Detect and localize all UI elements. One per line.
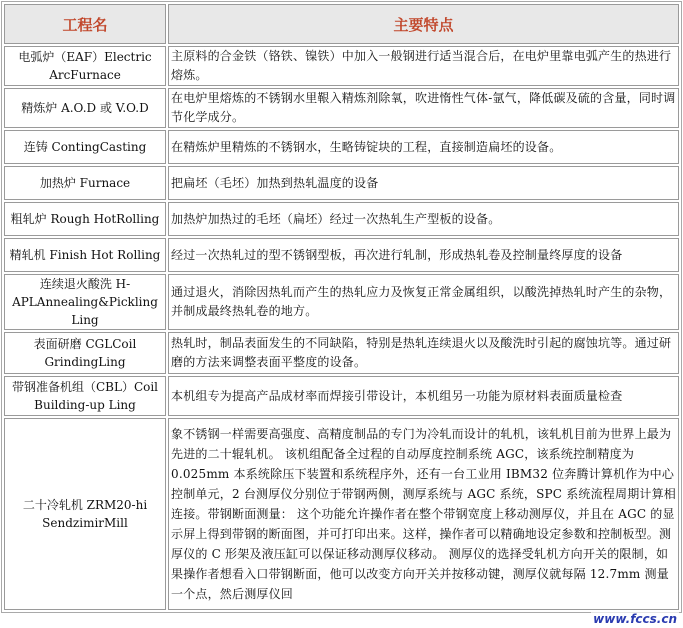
table-row — [4, 418, 679, 610]
table-row — [4, 166, 679, 200]
process-feature: 象不锈钢一样需要高强度、高精度制品的专门为冷轧而设计的轧机，该轧机目前为世界上最为先进的二十辊轧机。 该机组配备全过程的自动厚度控制系统 AGC，该系统控制精度为 0.025mm 本系统除压下装置和系统程序外，还有一台工业用 IBM32 位奔腾计算机作为中心控制单元，2 台测厚仪分别位于带钢两侧，测厚系统与 AGC 系统，SPC 系统流程周期计算相连接。带钢断面测量： 这个功能允许操作者在整个带钢宽度上移动测厚仪，并且在 AGC 的显示屏上得到带钢的断面图，并可打印出来。这样，操作者可以精确地设定参数和控制板型。测厚仪的 C 形架及液压缸可以保证移动测厚仪移动。 测厚仪的选择受轧机方向开关的限制，如果操作者想看入口带钢断面，他可以改变方向开关并按移动键，测厚仪就每隔 12.7mm 测量一个点，然后测厚仪回 — [168, 418, 679, 610]
table-row — [4, 238, 679, 272]
site-watermark: www.fccs.cn — [593, 612, 677, 626]
process-feature: 在电炉里熔炼的不锈钢水里鞎入精炼剂除氧，吹进惰性气体-氩气，降低碳及硫的含量，同时调节化学成分。 — [168, 88, 679, 128]
process-feature: 通过退火，消除因热轧而产生的热轧应力及恢复正常金属组织，以酸洗掉热轧时产生的杂物，并制成最终热轧卷的地方。 — [168, 274, 679, 330]
process-name: 粗轧炉 Rough HotRolling — [4, 202, 166, 236]
process-name: 精炼炉 A.O.D 或 V.O.D — [4, 88, 166, 128]
process-name: 二十冷轧机 ZRM20-hi SendzimirMill — [4, 418, 166, 610]
column-header-features: 主要特点 — [168, 4, 679, 44]
process-feature: 主原料的合金铁（铬铁、镍铁）中加入一般钢进行适当混合后，在电炉里靠电弧产生的热进行熔炼。 — [168, 46, 679, 86]
process-feature: 把扁坯（毛坯）加热到热轧温度的设备 — [168, 166, 679, 200]
process-name: 表面研磨 CGLCoil GrindingLing — [4, 332, 166, 374]
table-row — [4, 202, 679, 236]
table-row — [4, 46, 679, 86]
process-feature: 本机组专为提高产品成材率而焊接引带设计，本机组另一功能为原材料表面质量检查 — [168, 376, 679, 416]
process-name: 加热炉 Furnace — [4, 166, 166, 200]
table-row — [4, 88, 679, 128]
process-feature: 经过一次热轧过的型不锈钢型板，再次进行轧制，形成热轧卷及控制量终厚度的设备 — [168, 238, 679, 272]
table-row — [4, 376, 679, 416]
table-row — [4, 130, 679, 164]
table-row — [4, 274, 679, 330]
process-feature: 在精炼炉里精炼的不锈钢水，生略铸锭块的工程，直接制造扁坯的设备。 — [168, 130, 679, 164]
process-name: 带钢准备机组（CBL）Coil Building-up Ling — [4, 376, 166, 416]
process-feature: 热轧时，制品表面发生的不同缺陷，特别是热轧连续退火以及酸洗时引起的腐蚀坑等。通过研磨的方法来调整表面平整度的设备。 — [168, 332, 679, 374]
process-name: 电弧炉（EAF）Electric ArcFurnace — [4, 46, 166, 86]
column-header-name: 工程名 — [4, 4, 166, 44]
process-name: 精轧机 Finish Hot Rolling — [4, 238, 166, 272]
process-table — [1, 1, 682, 613]
process-name: 连续退火酸洗 H-APLAnnealing&Pickling Ling — [4, 274, 166, 330]
process-feature: 加热炉加热过的毛坯（扁坯）经过一次热轧生产型板的设备。 — [168, 202, 679, 236]
process-name: 连铸 ContingCasting — [4, 130, 166, 164]
table-row — [4, 332, 679, 374]
table-header-row — [4, 4, 679, 44]
